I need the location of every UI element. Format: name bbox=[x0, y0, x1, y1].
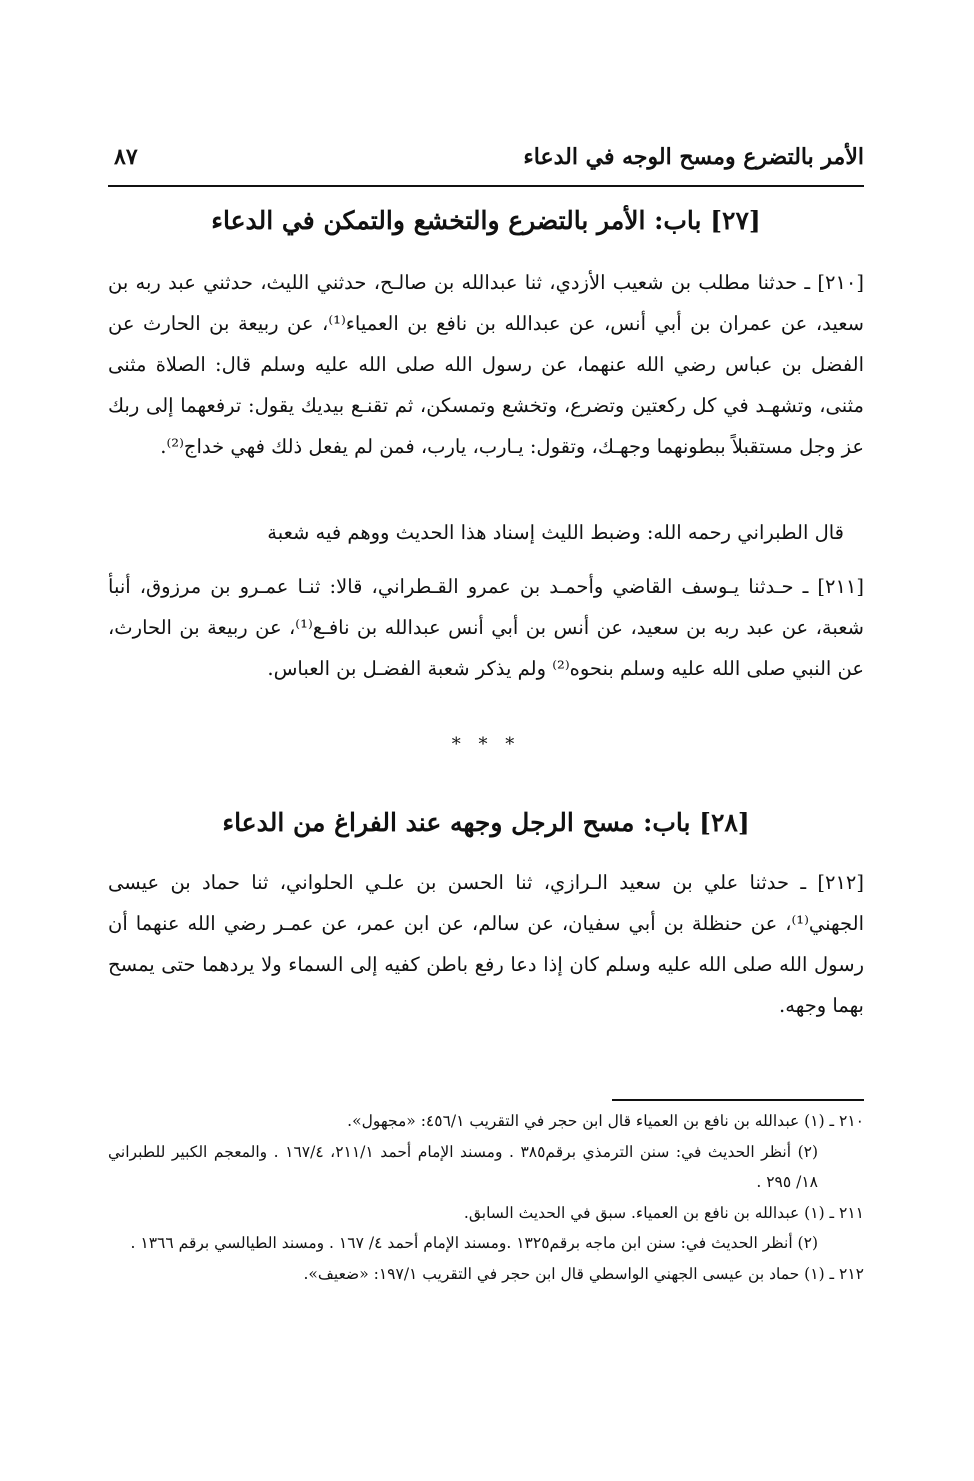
footnote-212-1: ٢١٢ ـ (١) حماد بن عيسى الجهني الواسطي قال ابن حجر في التقريب ١٩٧/١: «ضعيف». bbox=[303, 1264, 864, 1283]
footnote-210-1: ٢١٠ ـ (١) عبدالله بن نافع بن العمياء قال ابن حجر في التقريب ٤٥٦/١: «مجهول». bbox=[347, 1112, 864, 1130]
hadith-210-remark: قال الطبراني رحمه الله: وضبط الليث إسناد هذا الحديث ووهم فيه شعبة bbox=[267, 521, 844, 544]
running-title: الأمر بالتضرع ومسح الوجه في الدعاء bbox=[523, 144, 864, 170]
footnote-211-1: ٢١١ ـ (١) عبدالله بن نافع بن العمياء. سبق في الحديث السابق. bbox=[463, 1203, 864, 1222]
hadith-212: [٢١٢] ـ حدثنا علي بن سعيد الـرازي، ثنا الحسن بن علـي الحلواني، ثنا حماد بن عيسى الجهني⁽¹⁾، عن حنظلة بن أبي سفيان، عن سالم، عن ابن عمر، عن عمـر رضي الله عنهما أن رسول الله صلى الله عليه وسلم كان إذا دعا رفع باطن كفيه إلى السماء ولا يردهما حتى يمسح بهما وجهه. bbox=[108, 871, 864, 1017]
chapter-title-27: [٢٧] باب: الأمر بالتضرع والتخشع والتمكن في الدعاء bbox=[211, 206, 761, 235]
running-header bbox=[108, 142, 864, 182]
footnote-rule bbox=[612, 1099, 864, 1101]
section-separator: * * * bbox=[451, 734, 521, 755]
footnote-210-2: (٢) أنظر الحديث في: سنن الترمذي برقم٣٨٥ . ومسند الإمام أحمد ٢١١/١، ١٦٧/٤ . والمعجم الكبير للطبراني ١٨/ ٢٩٥ . bbox=[108, 1142, 819, 1191]
footnotes bbox=[108, 1106, 864, 1289]
page-number: ٨٧ bbox=[114, 144, 138, 170]
hadith-211: [٢١١] ـ حـدثنا يـوسف القاضي وأحمـد بن عمرو القـطراني، قالا: ثنـا عمـرو بن مرزوق، أنبأ شعبة، عن عبد ربه بن سعيد، عن أنس بن أبي أنس عبدالله بن نافـع⁽¹⁾، عن ربيعة بن الحارث، عن النبي صلى الله عليه وسلم بنحوه⁽²⁾ ولم يذكر شعبة الفضـل بن العباس. bbox=[108, 575, 864, 680]
hadith-210: [٢١٠] ـ حدثنا مطلب بن شعيب الأزدي، ثنا عبدالله بن صالـح، حدثني الليث، حدثني عبد ربه بن سعيد، عن عمران بن أبي أنس، عن عبدالله بن نافع بن العمياء⁽¹⁾، عن ربيعة بن الحارث عن الفضل بن عباس رضي الله عنهما، عن رسول الله صلى الله عليه وسلم قال: الصلاة مثنى مثنى، وتشهـد في كل ركعتين وتضرع، وتخشع وتمسكن، ثم تقنـع بيديك يقول: ترفعهما إلى ربك عز وجل مستقبلاً ببطونهما وجهـك، وتقول: يـارب، يارب، فمن لم يفعل ذلك فهي خداج⁽²⁾. bbox=[108, 271, 864, 458]
header-rule bbox=[108, 185, 864, 187]
footnote-211-2: (٢) أنظر الحديث في: سنن ابن ماجه برقم١٣٢٥ .ومسند الإمام أحمد ٤/ ١٦٧ . ومسند الطيالسي برقم ١٣٦٦ . bbox=[130, 1234, 818, 1252]
chapter-title-28: [٢٨] باب: مسح الرجل وجهه عند الفراغ من الدعاء bbox=[222, 808, 750, 837]
